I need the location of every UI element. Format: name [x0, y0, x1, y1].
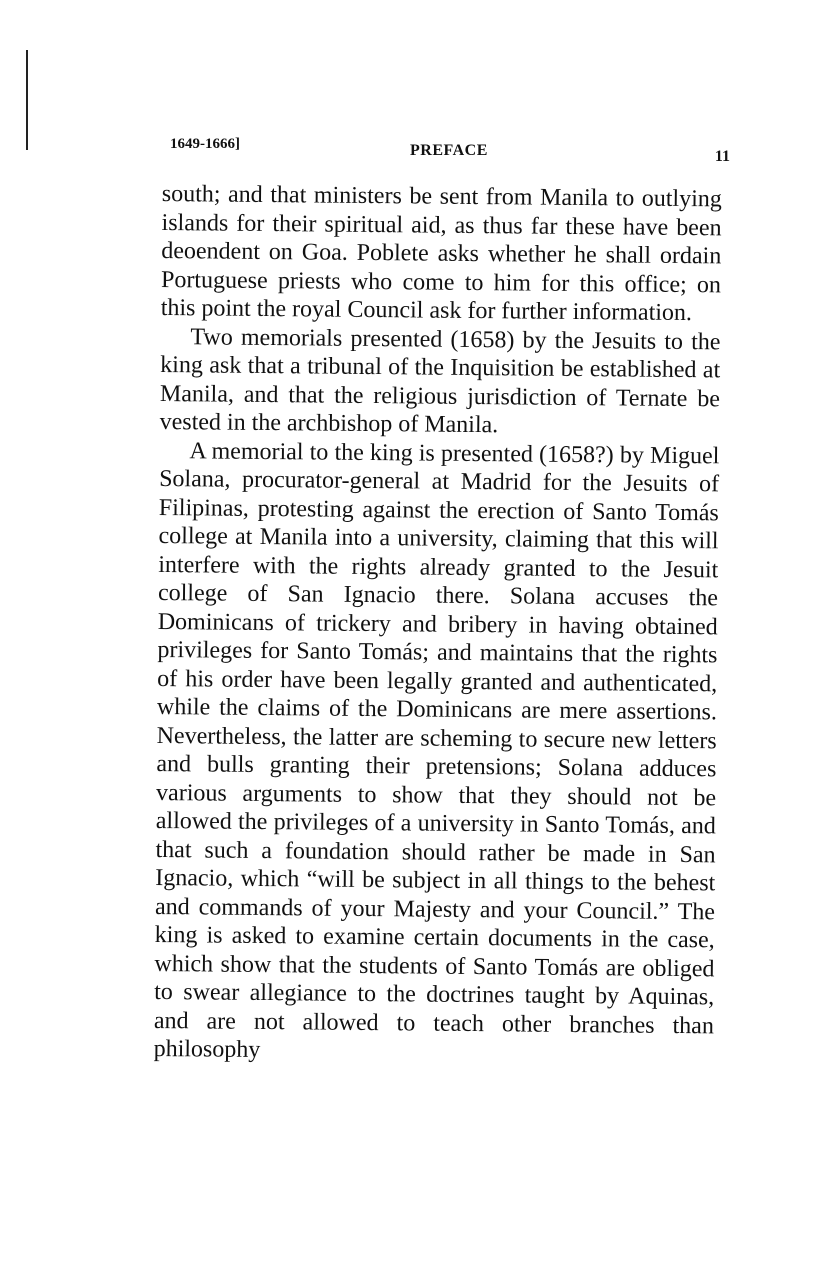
- date-range: 1649-1666]: [170, 136, 240, 152]
- body-text: [154, 180, 722, 1069]
- paragraph: south; and that ministers be sent from Manila to outlying islands for their spiritual aid, as thus far these have been deoendent on Goa. Poblete asks whether he shall ordain Portuguese priests who come to him for this office; on this point the royal Council ask for further information.: [160, 180, 722, 327]
- page-number: 11: [714, 148, 730, 165]
- running-header: [170, 136, 730, 166]
- margin-rule: [26, 50, 28, 150]
- paragraph: A memorial to the king is presented (1658?) by Miguel Solana, procurator-general at Madrid for the Jesuits of Filipinas, protesting against the erection of Santo Tomás college at Manila into a university, claiming that this will interfere with the rights already granted to the Jesuit college of San Ignacio there. Solana accuses the Dominicans of trickery and bribery in having obtained privileges for Santo Tomás; and maintains that the rights of his order have been legally granted and authenticated, while the claims of the Dominicans are mere assertions. Nevertheless, the latter are scheming to secure new letters and bulls granting their pretensions; Solana adduces various arguments to show that they should not be allowed the privileges of a university in Santo Tomás, and that such a foundation should rather be made in San Ignacio, which “will be subject in all things to the behest and commands of your Majesty and your Council.” The king is asked to examine certain documents in the case, which show that the students of Santo Tomás are obliged to swear allegiance to the doctrines taught by Aquinas, and are not allowed to teach other branches than philosophy: [153, 437, 720, 1063]
- page-title: PREFACE: [410, 142, 488, 159]
- paragraph: Two memorials presented (1658) by the Jesuits to the king ask that a tribunal of the Inquisition be established at Manila, and that the religious jurisdiction of Ternate be vested in the archbishop of Manila.: [159, 323, 721, 439]
